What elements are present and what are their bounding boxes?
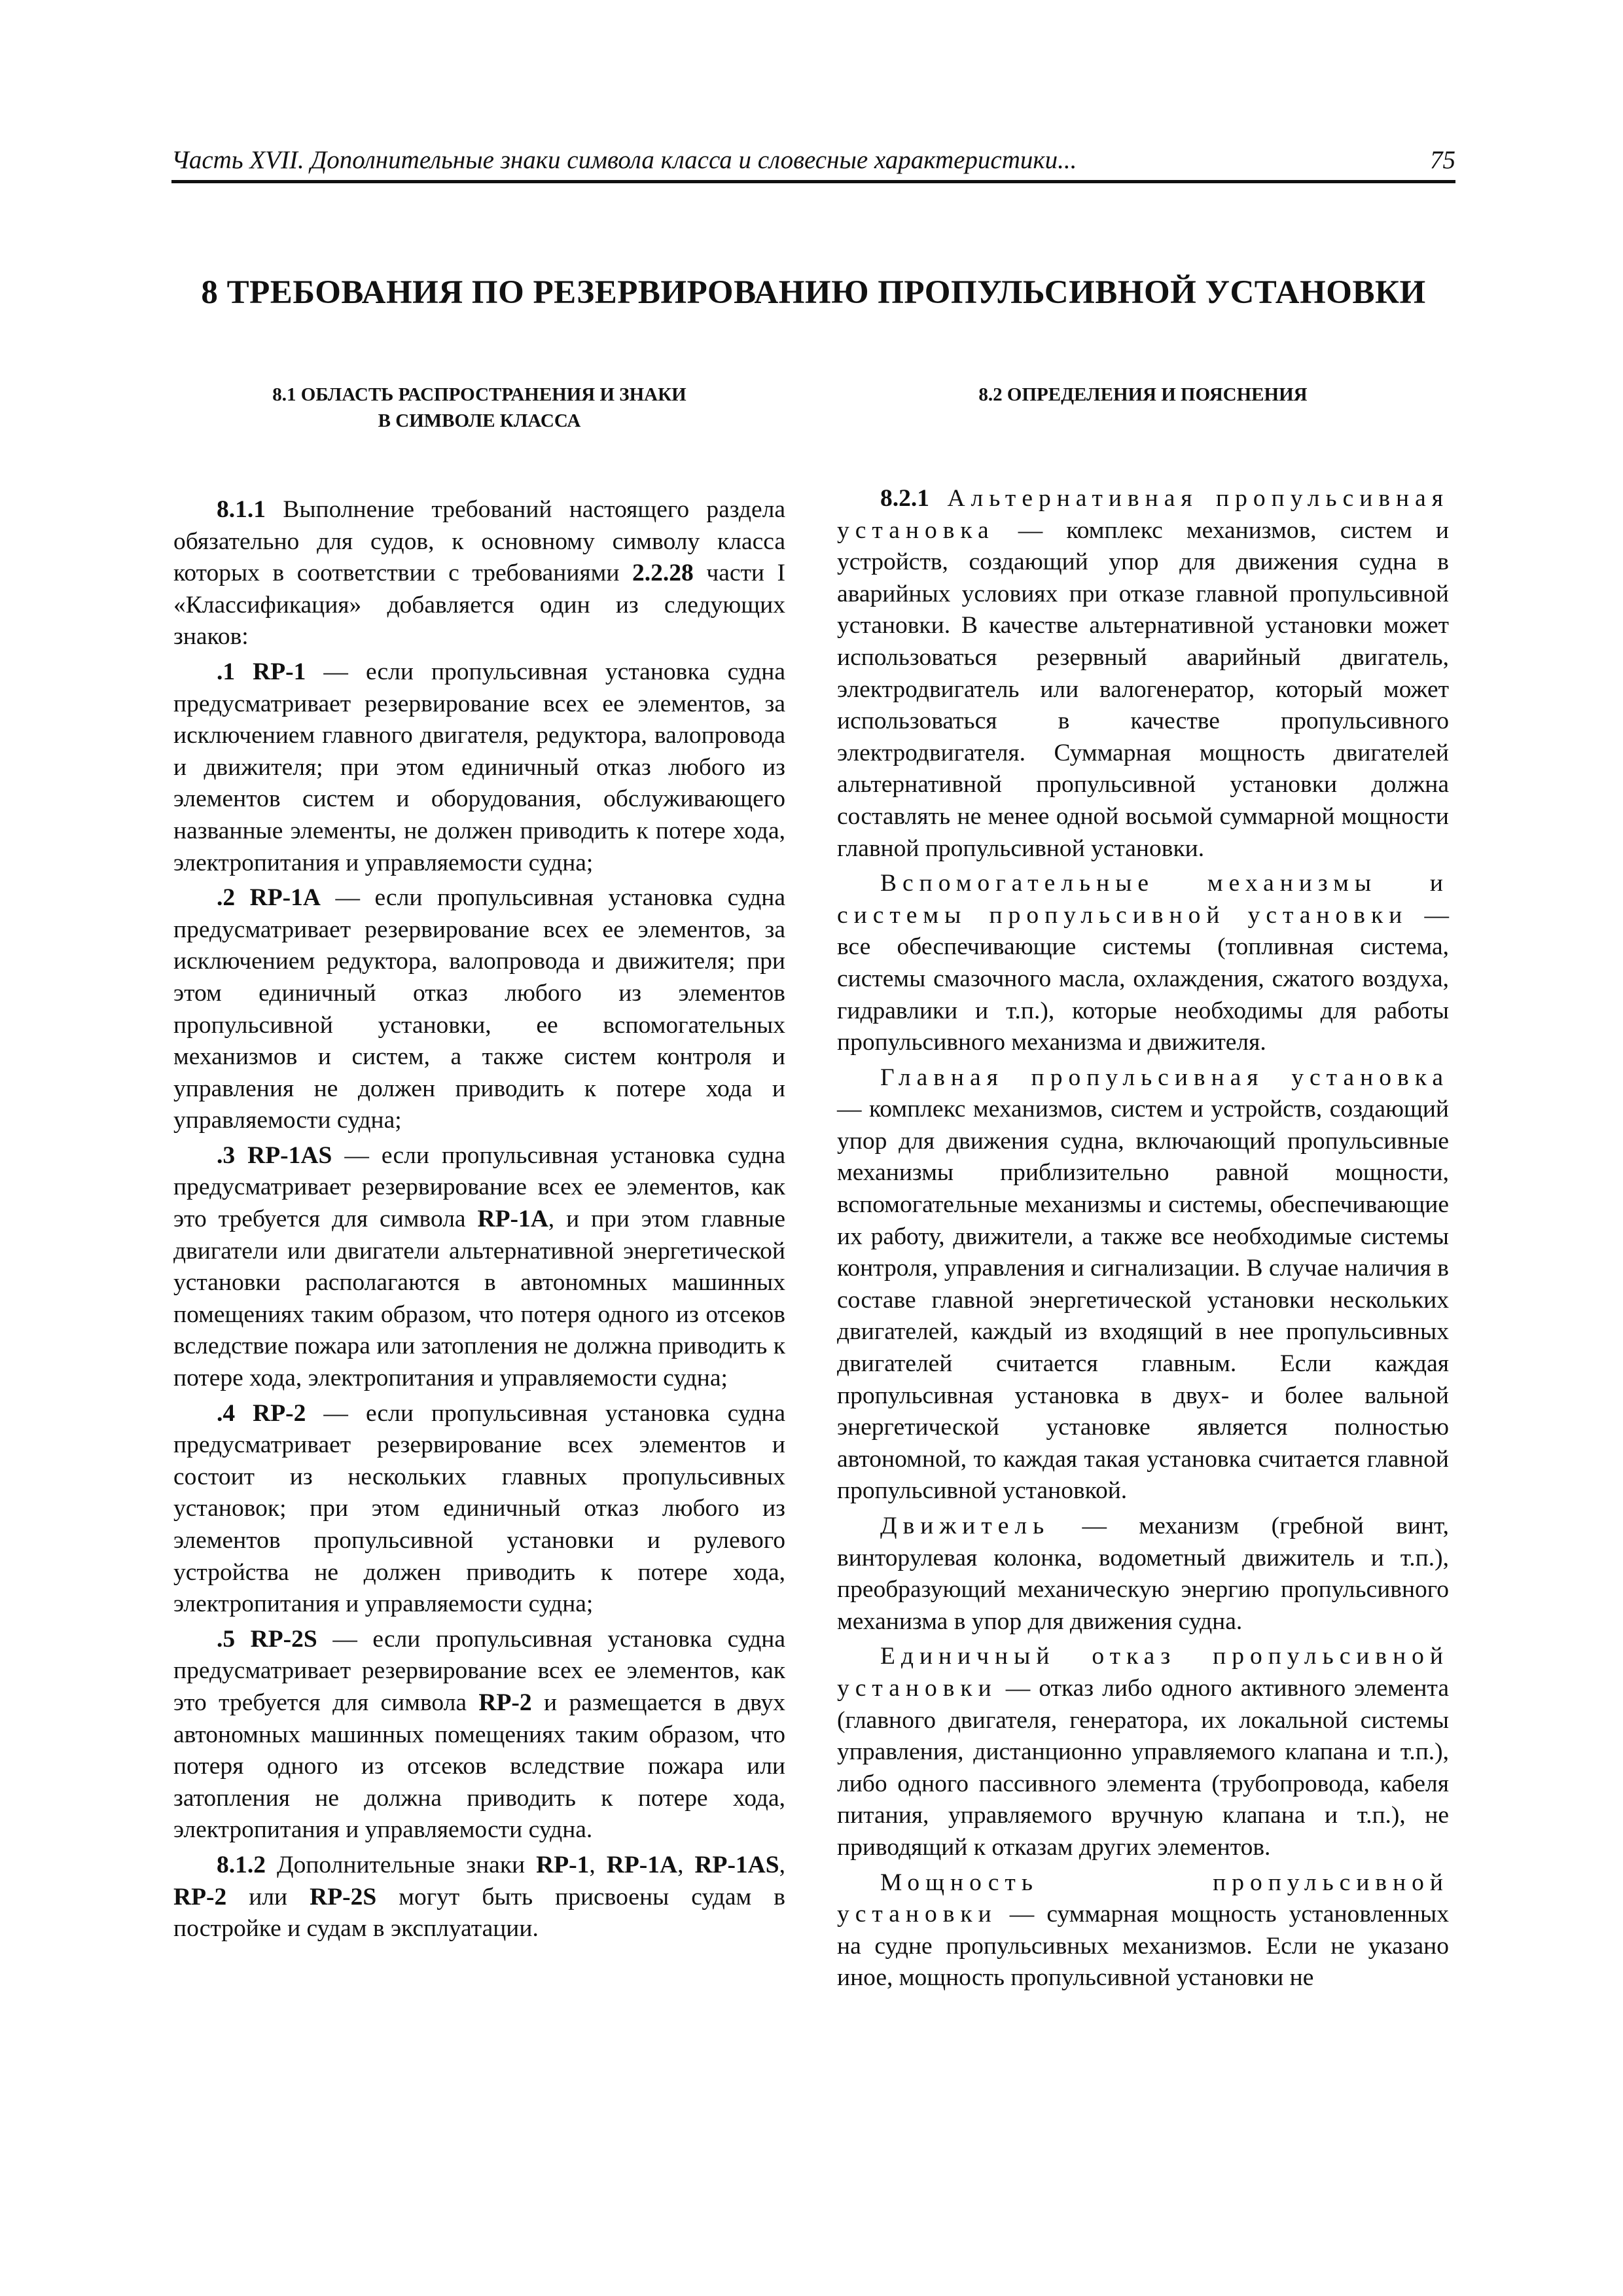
notation-reference: RP-1A [477, 1206, 548, 1233]
paragraph-text: Выполнение требований настоящего раздела обязательно для судов, к основному символу класса которых в соответствии с требованиями [173, 496, 785, 587]
separator: или [226, 1883, 310, 1910]
defined-term: Альтернативная пропульсивная установка [837, 485, 1449, 544]
list-item-rp-1 [173, 656, 785, 879]
definition-alternative-propulsion [837, 483, 1449, 865]
defined-term: Вспомогательные механизмы и системы пропульсивной установки [837, 870, 1449, 929]
notation-label: .3 RP-1AS [217, 1141, 332, 1169]
section-body-8-1 [173, 494, 785, 1945]
right-column [837, 382, 1449, 1994]
list-item-rp-2s [173, 1624, 785, 1846]
list-item-text: — если пропульсивная установка судна предусматривает резервирование всех ее элементов, как это требуется для символа [173, 1141, 785, 1233]
defined-term: Главная пропульсивная установка [880, 1064, 1449, 1091]
notation-label: .1 RP-1 [217, 658, 306, 685]
definition-text: — все обеспечивающие системы (топливная система, системы смазочного масла, охлаждения, сжатого воздуха, гидравлики и т.п.), которые необходимы для работы пропульсивного механизма и движителя. [837, 901, 1450, 1056]
separator: , [779, 1851, 785, 1878]
separator: , [677, 1851, 695, 1878]
notation-label: .5 RP-2S [217, 1625, 317, 1653]
section-title-line: 8.1 ОБЛАСТЬ РАСПРОСТРАНЕНИЯ И ЗНАКИ [272, 384, 687, 405]
notation-reference: RP-1A [606, 1851, 678, 1878]
list-item-rp-2 [173, 1398, 785, 1621]
definition-text: — отказ либо одного активного элемента (главного двигателя, генератора, их локальной системы управления, дистанционно управляемого клапана и т.п.), либо одного пассивного элемента (трубопровода, кабеля питания, управляемого вручную клапана и т.п.), не приводящий к отказам других элементов. [837, 1674, 1449, 1861]
list-item-rp-1as [173, 1140, 785, 1395]
chapter-title: 8 ТРЕБОВАНИЯ ПО РЕЗЕРВИРОВАНИЮ ПРОПУЛЬСИВНОЙ УСТАНОВКИ [201, 274, 1426, 311]
notation-label: .4 RP-2 [217, 1399, 306, 1427]
notation-reference: RP-2S [310, 1883, 377, 1910]
running-header [171, 141, 1455, 183]
clause-number: 8.1.1 [217, 496, 266, 523]
list-item-text: — если пропульсивная установка судна предусматривает резервирование всех элементов и состоит из нескольких главных пропульсивных установок; при этом единичный отказ любого из элементов пропульсивной установки и рулевого устройства не должен приводить к потере хода, электропитания и управляемости судна; [173, 1399, 785, 1618]
notation-reference: RP-2 [478, 1689, 532, 1716]
section-title-8-2: 8.2 ОПРЕДЕЛЕНИЯ И ПОЯСНЕНИЯ [978, 384, 1308, 405]
list-item-text: — если пропульсивная установка судна предусматривает резервирование всех ее элементов, как это требуется для символа [173, 1625, 785, 1716]
definition-propulsion-power [837, 1867, 1449, 1994]
definition-propulsor [837, 1511, 1449, 1638]
list-item-text: , и при этом главные двигатели или двигатели альтернативной энергетической установки располагаются в автономных машинных помещениях таким образом, что потеря одного из отсеков вследствие пожара или затопления не должна приводить к потере хода, электропитания и управляемости судна; [173, 1206, 785, 1392]
cross-reference: 2.2.28 [632, 560, 694, 587]
notation-reference: RP-1AS [694, 1851, 779, 1878]
definition-text: — комплекс механизмов, систем и устройств, создающий упор для движения судна в аварийных условиях при отказе главной пропульсивной установки. В качестве альтернативной установки может использоваться резервный аварийный двигатель, электродвигатель или валогенератор, который может использоваться в качестве пропульсивного электродвигателя. Суммарная мощность двигателей альтернативной пропульсивной установки должна составлять не менее одной восьмой суммарной мощности главной пропульсивной установки. [837, 516, 1449, 862]
section-title-8-1 [173, 382, 785, 434]
running-title: Часть XVII. Дополнительные знаки символа класса и словесные характеристики... [171, 146, 1077, 174]
clause-number: 8.2.1 [880, 485, 929, 512]
definition-text: — механизм (гребной винт, винторулевая колонка, водометный движитель и т.п.), преобразующий механическую энергию пропульсивного механизма в упор для движения судна. [837, 1513, 1449, 1635]
defined-term: Единичный отказ пропульсивной установки [837, 1643, 1449, 1702]
paragraph-text: части I «Классификация» добавляется один из следующих знаков: [173, 560, 786, 651]
paragraph-text: Дополнительные знаки [266, 1851, 537, 1878]
separator: , [589, 1851, 607, 1878]
left-column [173, 382, 785, 1945]
clause-number: 8.1.2 [217, 1851, 266, 1878]
definition-auxiliary-machinery [837, 868, 1449, 1059]
notation-label: .2 RP-1A [217, 884, 321, 912]
list-item-rp-1a [173, 882, 785, 1137]
paragraph-8-1-2 [173, 1850, 785, 1945]
defined-term: Мощность пропульсивной установки [837, 1869, 1449, 1928]
list-item-text: и размещается в двух автономных машинных помещениях таким образом, что потеря одного из отсеков вследствие пожара или затопления не должна приводить к потере хода, электропитания и управляемости судна. [173, 1689, 785, 1844]
definition-single-failure [837, 1641, 1449, 1863]
definition-text: — комплекс механизмов, систем и устройств, создающий упор для движения судна, включающий пропульсивные механизмы приблизительно равной мощности, вспомогательные механизмы и системы, обеспечивающие их работу, движители, а также все необходимые системы контроля, управления и сигнализации. В случае наличия в составе главной энергетической установки нескольких двигателей, каждый из входящий в нее пропульсивных двигателей считается главным. Если каждая пропульсивная установка в двух- и более вальной энергетической установке является полностью автономной, то каждая такая установка считается главной пропульсивной установкой. [837, 1096, 1449, 1505]
definition-text: — суммарная мощность установленных на судне пропульсивных механизмов. Если не указано иное, мощность пропульсивной установки не [837, 1901, 1449, 1992]
paragraph-8-1-1 [173, 494, 785, 653]
section-body-8-2 [837, 483, 1449, 1994]
notation-reference: RP-1 [536, 1851, 590, 1878]
list-item-text: — если пропульсивная установка судна предусматривает резервирование всех ее элементов, за исключением главного двигателя, редуктора, валопровода и движителя; при этом единичный отказ любого из элементов систем и оборудования, обслуживающего названные элементы, не должен приводить к потере хода, электропитания и управляемости судна; [173, 658, 785, 876]
section-title-line: В СИМВОЛЕ КЛАССА [378, 410, 581, 431]
paragraph-text: могут быть присвоены судам в постройке и судам в эксплуатации. [173, 1883, 785, 1943]
defined-term: Движитель [880, 1513, 1050, 1539]
notation-reference: RP-2 [173, 1883, 227, 1910]
definition-main-propulsion [837, 1062, 1449, 1507]
page-number: 75 [1430, 146, 1455, 174]
list-item-text: — если пропульсивная установка судна предусматривает резервирование всех ее элементов, за исключением редуктора, валопровода и движителя; при этом единичный отказ любого из элементов пропульсивной установки, ее вспомогательных механизмов и систем, а также систем контроля и управления не должен приводить к потере хода и управляемости судна; [173, 884, 785, 1134]
